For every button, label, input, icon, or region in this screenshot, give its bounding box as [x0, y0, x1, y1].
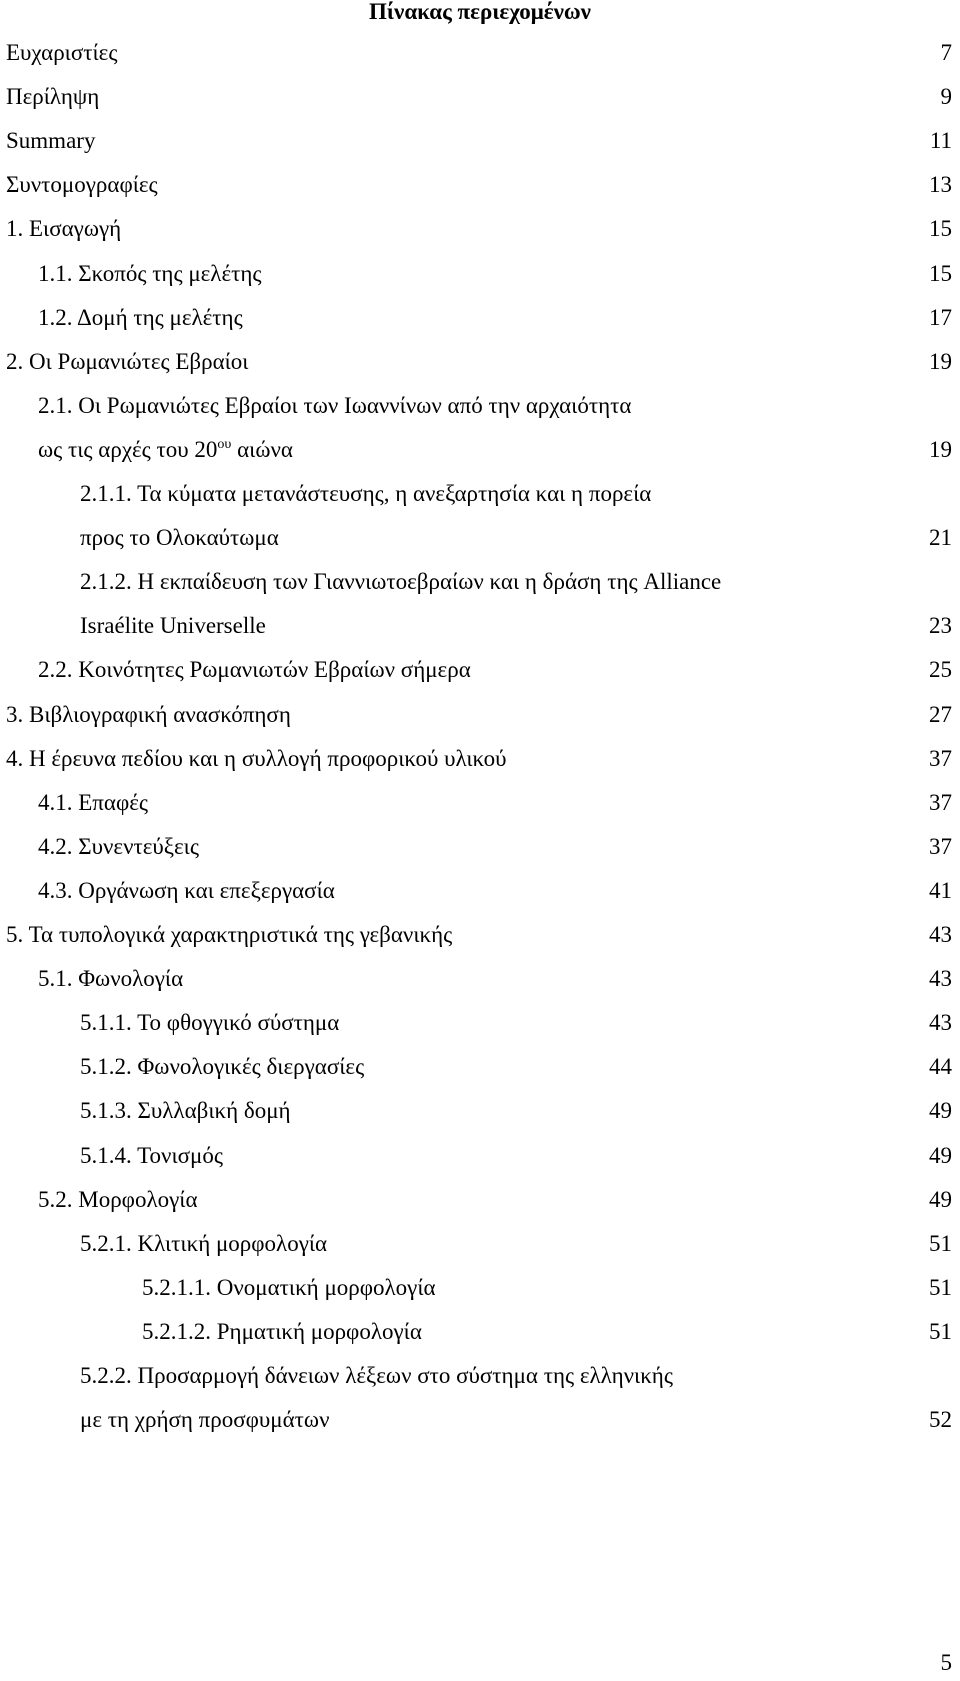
toc-entry-label: Summary: [6, 128, 96, 153]
toc-entry-label: 5.1. Φωνολογία: [38, 966, 184, 991]
toc-entry-label: 5.2.1. Κλιτική μορφολογία: [80, 1231, 328, 1256]
toc-entry-page: 51: [929, 1275, 952, 1300]
toc-entry[interactable]: [0, 920, 960, 950]
toc-entry[interactable]: [0, 744, 960, 774]
toc-entry-label: 2.1.2. Η εκπαίδευση των Γιαννιωτοεβραίων και η δράση της Alliance: [80, 569, 722, 594]
toc-entry-label: 5.1.4. Τονισμός: [80, 1143, 223, 1168]
toc-entry-label: με τη χρήση προσφυμάτων: [80, 1407, 330, 1432]
toc-entry-page: 19: [929, 437, 952, 462]
toc-entry-label: 4. Η έρευνα πεδίου και η συλλογή προφορικού υλικού: [6, 746, 507, 771]
toc-entry-page: 49: [929, 1098, 952, 1123]
toc-entry[interactable]: [0, 82, 960, 112]
toc-entry[interactable]: [0, 303, 960, 333]
toc-entry-label: 5.1.3. Συλλαβική δομή: [80, 1098, 291, 1123]
toc-entry-page: 37: [929, 746, 952, 771]
toc-entry-page: 7: [940, 40, 952, 65]
toc-entry-page: 51: [929, 1231, 952, 1256]
toc-entry-label: 2.1. Οι Ρωμανιώτες Εβραίοι των Ιωαννίνων από την αρχαιότητα: [38, 393, 632, 418]
ordinal-superscript: ου: [217, 437, 232, 452]
toc-entry-label: Israélite Universelle: [80, 613, 266, 638]
toc-entry-page: 43: [929, 1010, 952, 1035]
toc-entry[interactable]: [0, 1317, 960, 1347]
toc-entry[interactable]: [0, 38, 960, 68]
toc-entry-label: 1.1. Σκοπός της μελέτης: [38, 261, 262, 286]
toc-entry[interactable]: [0, 347, 960, 377]
toc-entry-page: 23: [929, 613, 952, 638]
toc-entry-label: Περίληψη: [6, 84, 100, 109]
toc-entry-page: 19: [929, 349, 952, 374]
toc-entry-text: ως τις αρχές του 20: [38, 437, 218, 462]
toc-entry-label: 5.2.2. Προσαρμογή δάνειων λέξεων στο σύστημα της ελληνικής: [80, 1363, 673, 1388]
toc-entry-label: 2.2. Κοινότητες Ρωμανιωτών Εβραίων σήμερα: [38, 657, 471, 682]
toc-entry[interactable]: [0, 788, 960, 818]
toc-entry[interactable]: [0, 1361, 960, 1391]
toc-entry[interactable]: [0, 435, 960, 465]
toc-entry-page: 37: [929, 790, 952, 815]
toc-entry-label: 2.1.1. Τα κύματα μετανάστευσης, η ανεξαρτησία και η πορεία: [80, 481, 652, 506]
toc-entry[interactable]: [0, 1185, 960, 1215]
toc-entry-page: 25: [929, 657, 952, 682]
toc-entry[interactable]: [0, 126, 960, 156]
toc-entry[interactable]: [0, 964, 960, 994]
toc-entry-label: 5. Τα τυπολογικά χαρακτηριστικά της γεβανικής: [6, 922, 453, 947]
toc-entry-page: 51: [929, 1319, 952, 1344]
toc-entry-page: 11: [929, 128, 952, 153]
toc-entry[interactable]: [0, 479, 960, 509]
page-number: 5: [940, 1650, 952, 1675]
toc-entry-page: 17: [929, 305, 952, 330]
toc-entry-page: 43: [929, 966, 952, 991]
toc-entry-page: 13: [929, 172, 952, 197]
toc-entry[interactable]: [0, 391, 960, 421]
toc-entry-label: Ευχαριστίες: [6, 40, 118, 65]
toc-entry[interactable]: [0, 1229, 960, 1259]
toc-entry[interactable]: [0, 214, 960, 244]
toc-entry-label: 3. Βιβλιογραφική ανασκόπηση: [6, 702, 291, 727]
toc-entry-page: 9: [940, 84, 952, 109]
toc-entry[interactable]: [0, 832, 960, 862]
toc-entry-label: προς το Ολοκαύτωμα: [80, 525, 279, 550]
toc-entry[interactable]: [0, 567, 960, 597]
toc-entry-page: 52: [929, 1407, 952, 1432]
toc-entry-label: 1. Εισαγωγή: [6, 216, 122, 241]
toc-entry[interactable]: [0, 1008, 960, 1038]
toc-entry-label: 5.1.1. Το φθογγικό σύστημα: [80, 1010, 340, 1035]
toc-entry-page: 21: [929, 525, 952, 550]
toc-entry-page: 49: [929, 1143, 952, 1168]
toc-entry-page: 43: [929, 922, 952, 947]
toc-entry-page: 44: [929, 1054, 952, 1079]
toc-entry-text: αιώνα: [231, 437, 293, 462]
toc-title: Πίνακας περιεχομένων: [369, 0, 591, 24]
toc-entry-page: 27: [929, 702, 952, 727]
toc-entry-label: [38, 435, 293, 465]
toc-entry[interactable]: [0, 523, 960, 553]
toc-entry-label: 4.1. Επαφές: [38, 790, 149, 815]
toc-entry-label: 1.2. Δομή της μελέτης: [38, 305, 243, 330]
toc-entry[interactable]: [0, 259, 960, 289]
toc-entry-label: 4.3. Οργάνωση και επεξεργασία: [38, 878, 335, 903]
toc-entry-page: 49: [929, 1187, 952, 1212]
toc-entry[interactable]: [0, 611, 960, 641]
toc-entry-label: 5.2.1.2. Ρηματική μορφολογία: [142, 1319, 422, 1344]
toc-entry-page: 41: [929, 878, 952, 903]
toc-entry[interactable]: [0, 876, 960, 906]
toc-entry-label: 5.1.2. Φωνολογικές διεργασίες: [80, 1054, 365, 1079]
toc-entry[interactable]: [0, 1273, 960, 1303]
toc-entry[interactable]: [0, 1096, 960, 1126]
toc-entry-label: 2. Οι Ρωμανιώτες Εβραίοι: [6, 349, 249, 374]
toc-entry[interactable]: [0, 170, 960, 200]
toc-entry-label: Συντομογραφίες: [6, 172, 158, 197]
toc-entry-page: 15: [929, 261, 952, 286]
toc-entry-label: 4.2. Συνεντεύξεις: [38, 834, 199, 859]
toc-entry-label: 5.2.1.1. Ονοματική μορφολογία: [142, 1275, 436, 1300]
toc-entry[interactable]: [0, 1052, 960, 1082]
toc-entry-page: 37: [929, 834, 952, 859]
toc-entry[interactable]: [0, 655, 960, 685]
toc-entry[interactable]: [0, 700, 960, 730]
toc-entry-label: 5.2. Μορφολογία: [38, 1187, 198, 1212]
toc-entry[interactable]: [0, 1141, 960, 1171]
toc-entry[interactable]: [0, 1405, 960, 1435]
toc-entry-page: 15: [929, 216, 952, 241]
